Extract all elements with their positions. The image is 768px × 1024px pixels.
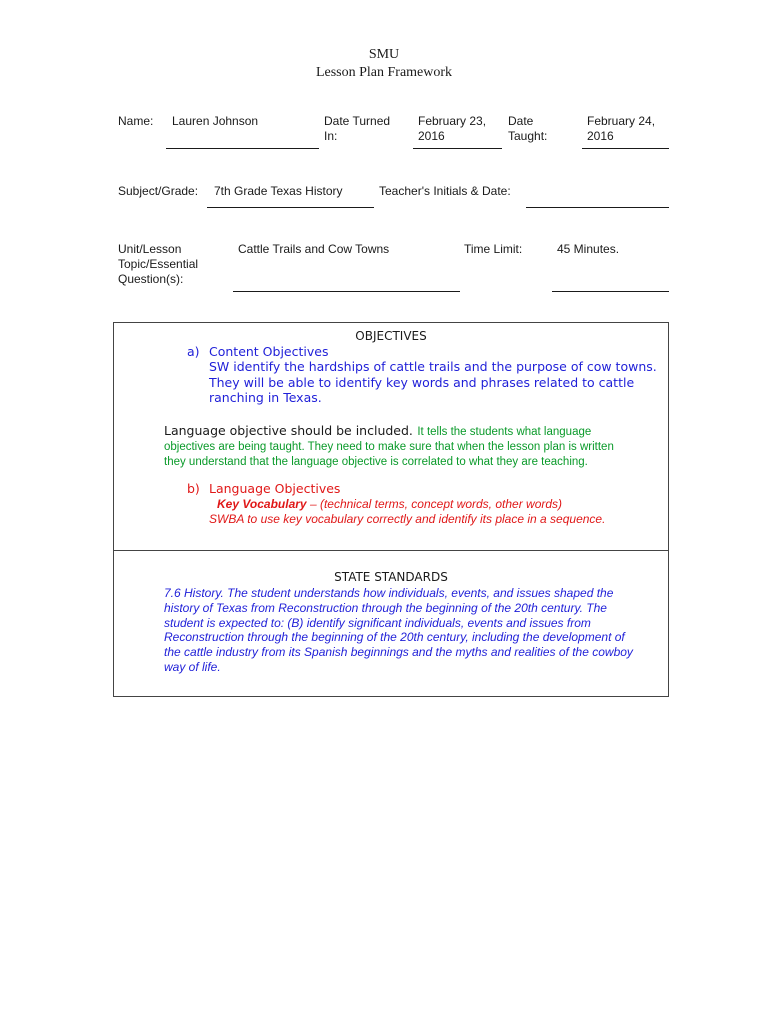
content-objectives-text: SW identify the hardships of cattle trails and the purpose of cow towns. They will be able to identify key words and phrases related to cattle ranching in Texas. (209, 359, 657, 405)
objectives-box (113, 322, 669, 551)
key-vocabulary-label: Key Vocabulary (217, 497, 307, 511)
time-limit-value: 45 Minutes. (557, 242, 620, 256)
language-comment-line-3: they understand that the language objective is correlated to what they are teaching. (164, 456, 588, 468)
name-value: Lauren Johnson (172, 114, 259, 128)
date-turned-underline (413, 148, 502, 149)
language-objectives-title: Language Objectives (209, 481, 341, 496)
standards-heading: STATE STANDARDS (334, 570, 448, 584)
standards-box (113, 550, 669, 697)
language-objectives-marker: b) (187, 481, 200, 496)
standards-text: 7.6 History. The student understands how individuals, events, and issues shaped the history of Texas from Reconstruction through the beginning of the 20th century. The student is expected to: (B) identify significant individuals, events and issues from Reconstruction through the beginning of the 20th century, including the development of the cattle industry from its Spanish beginnings and the myths and realities of the cowboy way of life. (164, 586, 633, 674)
date-taught-value: February 24, 2016 (587, 114, 656, 143)
content-objectives-marker: a) (187, 344, 200, 359)
subject-label: Subject/Grade: (118, 184, 199, 198)
subject-underline (207, 207, 374, 208)
page-title: Lesson Plan Framework (315, 65, 453, 80)
time-limit-label: Time Limit: (464, 242, 523, 256)
date-turned-label: Date Turned In: (324, 114, 391, 143)
content-objectives-title: Content Objectives (209, 344, 329, 359)
teacher-initials-label: Teacher's Initials & Date: (379, 184, 511, 198)
key-vocabulary-desc: – (technical terms, concept words, other words) (306, 497, 563, 511)
name-label: Name: (118, 114, 154, 128)
teacher-initials-underline (526, 207, 669, 208)
swba-line: SWBA to use key vocabulary correctly and identify its place in a sequence. (209, 512, 606, 526)
time-limit-underline (552, 291, 669, 292)
subject-value: 7th Grade Texas History (214, 184, 343, 198)
language-comment-line-1: It tells the students what language (417, 426, 592, 438)
unit-underline (233, 291, 460, 292)
unit-label: Unit/Lesson Topic/Essential Question(s): (118, 242, 199, 286)
key-vocabulary-line (217, 497, 562, 511)
date-taught-underline (582, 148, 669, 149)
language-comment-line-2: objectives are being taught. They need to make sure that when the lesson plan is written (164, 441, 614, 453)
date-turned-value: February 23, 2016 (418, 114, 487, 143)
objectives-heading: OBJECTIVES (355, 329, 427, 343)
name-underline (166, 148, 319, 149)
language-note-block (164, 422, 664, 470)
header-org: SMU (368, 47, 400, 62)
date-taught-label: Date Taught: (508, 114, 548, 143)
language-note: Language objective should be included. (164, 423, 413, 438)
unit-value: Cattle Trails and Cow Towns (238, 242, 390, 256)
